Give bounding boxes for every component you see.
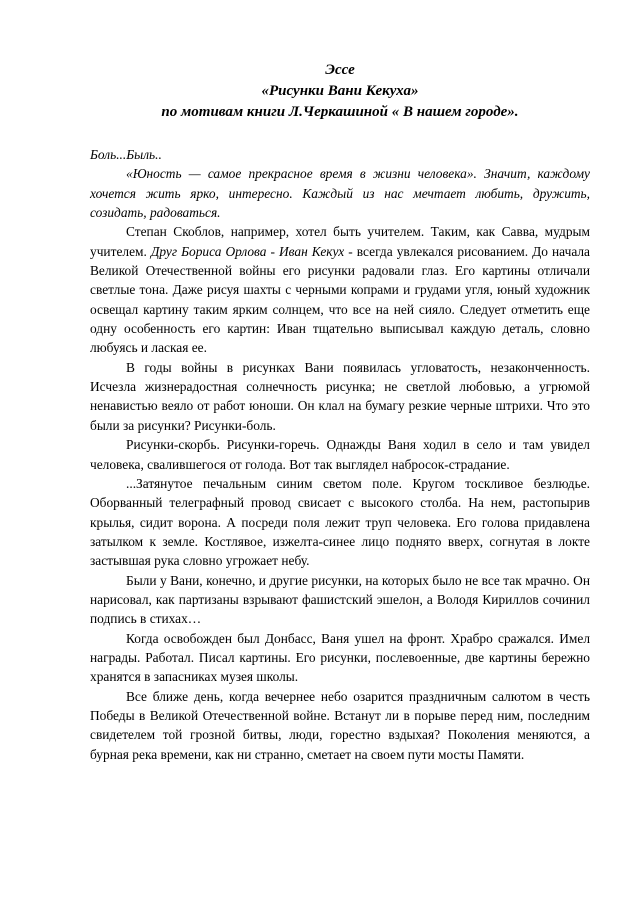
essay-body [90, 145, 590, 764]
title-subtitle: по мотивам книги Л.Черкашиной « В нашем городе». [161, 104, 519, 120]
paragraph-victory: Все ближе день, когда вечернее небо озарится праздничным салютом в честь Победы в Великой Отечественной войне. Встанут ли в порыве перед ним, последним свидетелем той грозной битвы, люди, горестно вздыхая? Поколения меняются, а бурная река времени, как ни странно, сметает на своем пути мосты Памяти. [90, 688, 590, 762]
paragraph-epigraph: Боль...Быль.. [90, 147, 162, 162]
paragraph-front: Когда освобожден был Донбасс, Ваня ушел на фронт. Храбро сражался. Имел награды. Работал. Писал картины. Его рисунки, послевоенные, две картины бережно хранятся в запасниках музея школы. [90, 630, 590, 685]
paragraph-stepan-start: Степан Скоблов, например, хотел быть учителем. Таким, как Савва, мудрым учителем. [90, 224, 590, 259]
paragraph-war-years: В годы войны в рисунках Вани появилась угловатость, незаконченность. Исчезла жизнерадостная солнечность рисунка; не светлой любовью, а угрюмой ненавистью веяло от работ юноши. Он клал на бумагу резкие черные штрихи. Что это были за рисунки? Рисунки-боль. [90, 359, 590, 433]
document-page [90, 60, 590, 764]
paragraph-partisans: Были у Вани, конечно, и другие рисунки, на которых было не все так мрачно. Он нарисовал, как партизаны взрывают фашистский эшелон, а Володя Кириллов сочинил подпись в стихах… [90, 572, 590, 627]
title-genre: Эссе [325, 62, 355, 78]
essay-title [90, 60, 590, 123]
paragraph-sorrow: Рисунки-скорбь. Рисунки-горечь. Однажды Ваня ходил в село и там увидел человека, свалившегося от голода. Вот так выглядел набросок-страдание. [90, 437, 590, 472]
paragraph-field: ...Затянутое печальным синим светом поле. Кругом тоскливое безлюдье. Оборванный телеграфный провод свисает с высокого столба. На нем, растопырив крылья, сидит ворона. А посреди поля лежит труп человека. Его голова придавлена затылком к земле. Костлявое, изжелта-синее лицо поднято вверх, согнутая в локте застывшая рука словно угрожает небу. [90, 475, 590, 569]
paragraph-stepan [90, 222, 590, 357]
title-name: «Рисунки Вани Кекуха» [261, 83, 419, 99]
paragraph-stepan-italic: Друг Бориса Орлова - Иван Кекух [150, 243, 345, 259]
paragraph-stepan-end: - всегда увлекался рисованием. До начала Великой Отечественной войны его рисунки радовали глаз. Его картины отличали светлые тона. Даже рисуя шахты с черными копрами и грудами угля, юный художник освещал картину таким ярким солнцем, что все на ней сияло. Следует отметить еще одну особенность его картин: Иван тщательно выписывал каждую деталь, словно любуясь и лаская ее. [90, 243, 591, 356]
paragraph-quote: «Юность — самое прекрасное время в жизни человека». Значит, каждому хочется жить ярко, интересно. Каждый из нас мечтает любить, дружить, созидать, радоваться. [90, 166, 590, 221]
